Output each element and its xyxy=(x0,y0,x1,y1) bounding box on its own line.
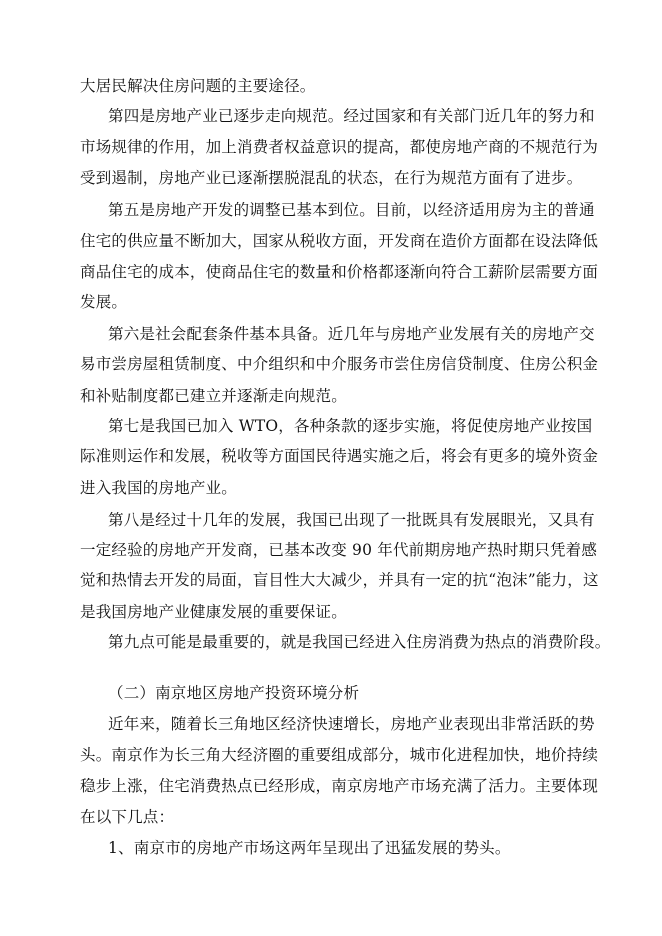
text-line-12: 第七是我国已加入 WTO，各种条款的逐步实施，将促使房地产业按国 xyxy=(108,417,593,435)
text-line-2: 第四是房地产业已逐步走向规范。经过国家和有关部门近几年的努力和 xyxy=(108,107,595,125)
text-line-3: 市场规律的作用，加上消费者权益意识的提高，都使房地产商的不规范行为 xyxy=(80,138,599,156)
text-line-6: 住宅的供应量不断加大，国家从税收方面，开发商在造价方面都在设法降低 xyxy=(80,232,599,250)
text-line-16: 一定经验的房地产开发商，已基本改变 90 年代前期房地产热时期只凭着感 xyxy=(80,541,598,559)
text-line-5: 第五是房地产开发的调整已基本到位。目前，以经济适用房为主的普通 xyxy=(108,201,595,219)
text-line-4: 受到遏制，房地产业已逐渐摆脱混乱的状态，在行为规范方面有了进步。 xyxy=(80,169,583,187)
section-heading: （二）南京地区房地产投资环境分析 xyxy=(108,684,360,702)
text-line-17: 觉和热情去开发的局面，盲目性大大减少，并具有一定的抗“泡沫”能力，这 xyxy=(80,571,599,589)
text-line-21: 近年来，随着长三角地区经济快速增长，房地产业表现出非常活跃的势 xyxy=(108,715,595,733)
text-line-18: 是我国房地产业健康发展的重要保证。 xyxy=(80,603,347,621)
text-line-11: 和补贴制度都已建立并逐渐走向规范。 xyxy=(80,387,347,405)
text-line-8: 发展。 xyxy=(80,293,128,311)
text-line-7: 商品住宅的成本，使商品住宅的数量和价格都逐渐向符合工薪阶层需要方面 xyxy=(80,263,599,281)
text-line-14: 进入我国的房地产业。 xyxy=(80,479,238,497)
text-line-22: 头。南京作为长三角大经济圈的重要组成部分，城市化进程加快，地价持续 xyxy=(80,746,599,764)
text-line-23: 稳步上涨，住宅消费热点已经形成，南京房地产市场充满了活力。主要体现 xyxy=(80,777,599,795)
text-line-9: 第六是社会配套条件基本具备。近几年与房地产业发展有关的房地产交 xyxy=(108,325,595,343)
text-line-15: 第八是经过十几年的发展，我国已出现了一批既具有发展眼光，又具有 xyxy=(108,511,595,529)
list-item-1: 1、南京市的房地产市场这两年呈现出了迅猛发展的势头。 xyxy=(108,839,511,857)
text-line-10: 易市尝房屋租赁制度、中介组织和中介服务市尝住房信贷制度、住房公积金 xyxy=(80,355,599,373)
text-line-24: 在以下几点： xyxy=(80,808,175,826)
text-line-19: 第九点可能是最重要的，就是我国已经进入住房消费为热点的消费阶段。 xyxy=(108,633,611,651)
text-line-1: 大居民解决住房问题的主要途径。 xyxy=(80,77,316,95)
text-line-13: 际准则运作和发展，税收等方面国民待遇实施之后，将会有更多的境外资金 xyxy=(80,447,599,465)
